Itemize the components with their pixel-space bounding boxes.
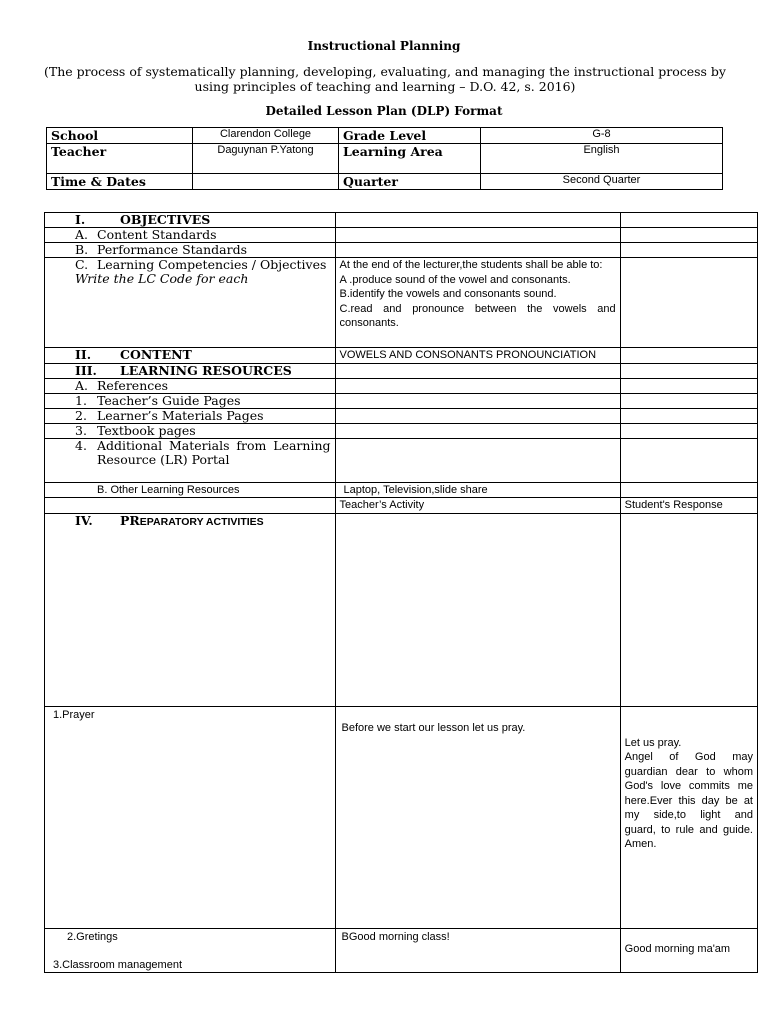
greetings-label: 2.Gretings — [67, 930, 118, 943]
school-value: Clarendon College — [193, 128, 339, 144]
classroom-management-label: 3.Classroom management — [53, 958, 183, 971]
learning-area-label: Learning Area — [339, 144, 481, 174]
school-label: School — [47, 128, 193, 144]
page-subtitle: (The process of systematically planning, developing, evaluating, and managing the instructional process by using principles of teaching and learning – D.O. 42, s. 2016) — [43, 64, 726, 94]
greetings-classroom — [45, 928, 336, 972]
competencies-detail: At the end of the lecturer,the students shall be able to: A .produce sound of the vowel and consonants. B.identify the vowels and consonants sound. C.read and pronounce between the vowels and consonants. — [335, 258, 620, 348]
references: A. References — [45, 378, 336, 393]
students-response-header: Student's Response — [620, 498, 757, 514]
grade-level-label: Grade Level — [339, 128, 481, 144]
teachers-activity-header: Teacher’s Activity — [335, 498, 620, 514]
greetings-teacher: BGood morning class! — [335, 928, 620, 972]
teachers-guide-pages: 1. Teacher’s Guide Pages — [45, 393, 336, 408]
learning-area-value: English — [481, 144, 723, 174]
grade-level-value: G-8 — [481, 128, 723, 144]
quarter-value: Second Quarter — [481, 174, 723, 190]
greetings-student: Good morning ma'am — [620, 928, 757, 972]
learning-competencies: C. Learning Competencies / Objectives Write the LC Code for each — [45, 258, 336, 348]
content-value: VOWELS AND CONSONANTS PRONOUNCIATION — [335, 348, 620, 364]
teacher-value: Daguynan P.Yatong — [193, 144, 339, 174]
prayer-student: Let us pray. Angel of God may guardian dear to whom God's love commits me here.Ever this day be at my side,to light and guard, to rule and guide. Amen. — [620, 706, 757, 928]
format-title: Detailed Lesson Plan (DLP) Format — [265, 104, 503, 118]
page-title: Instructional Planning — [307, 39, 461, 53]
learning-resources-heading: III. LEARNING RESOURCES — [45, 363, 336, 378]
time-dates-label: Time & Dates — [47, 174, 193, 190]
other-resources-value: Laptop, Television,slide share — [335, 482, 620, 498]
quarter-label: Quarter — [339, 174, 481, 190]
preparatory-activities-heading: IV. PREPARATORY ACTIVITIES — [45, 513, 336, 706]
content-heading: II. CONTENT — [45, 348, 336, 364]
textbook-pages: 3. Textbook pages — [45, 423, 336, 438]
objectives-heading: I. OBJECTIVES — [45, 213, 336, 228]
lesson-plan-table — [44, 212, 758, 973]
info-table — [46, 127, 723, 190]
prayer-label: 1.Prayer — [45, 706, 336, 928]
other-learning-resources: B. Other Learning Resources — [45, 482, 336, 498]
performance-standards: B. Performance Standards — [45, 243, 336, 258]
additional-materials: 4. Additional Materials from Learning Resource (LR) Portal — [45, 438, 336, 482]
learners-materials-pages: 2. Learner’s Materials Pages — [45, 408, 336, 423]
prayer-teacher: Before we start our lesson let us pray. — [335, 706, 620, 928]
teacher-label: Teacher — [47, 144, 193, 174]
time-dates-value — [193, 174, 339, 190]
content-standards: A. Content Standards — [45, 228, 336, 243]
